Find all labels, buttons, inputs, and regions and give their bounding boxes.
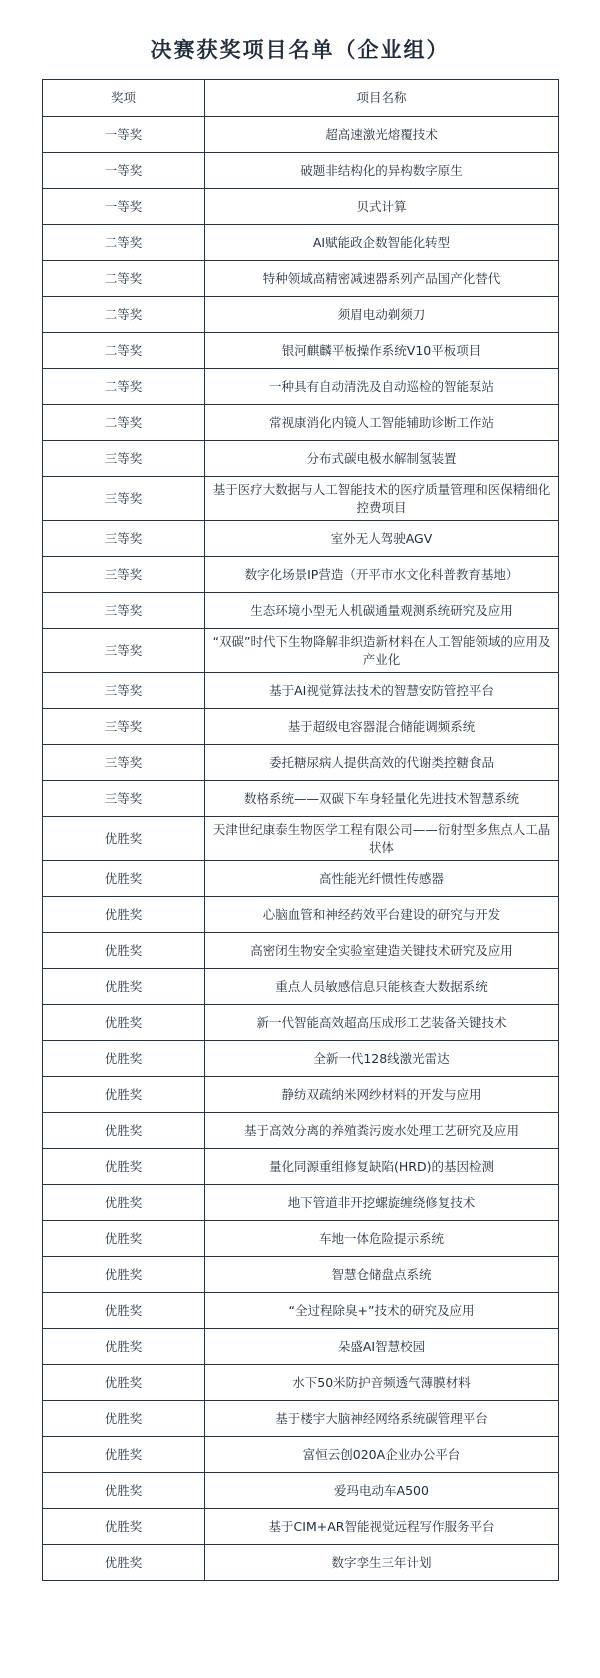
award-cell: 优胜奖 bbox=[43, 1005, 205, 1041]
award-cell: 三等奖 bbox=[43, 521, 205, 557]
project-cell: 一种具有自动清洗及自动巡检的智能泵站 bbox=[205, 369, 559, 405]
award-cell: 二等奖 bbox=[43, 261, 205, 297]
award-cell: 优胜奖 bbox=[43, 1041, 205, 1077]
project-cell: 地下管道非开挖螺旋缠绕修复技术 bbox=[205, 1185, 559, 1221]
project-cell: 数字孪生三年计划 bbox=[205, 1545, 559, 1581]
award-cell: 优胜奖 bbox=[43, 1257, 205, 1293]
table-header-row bbox=[43, 80, 559, 117]
table-row bbox=[43, 709, 559, 745]
page-title: 决赛获奖项目名单（企业组） bbox=[150, 38, 450, 62]
award-cell: 一等奖 bbox=[43, 153, 205, 189]
award-cell: 一等奖 bbox=[43, 189, 205, 225]
award-cell: 三等奖 bbox=[43, 709, 205, 745]
header-project: 项目名称 bbox=[205, 80, 559, 117]
project-cell: 基于医疗大数据与人工智能技术的医疗质量管理和医保精细化控费项目 bbox=[205, 477, 559, 521]
table-row bbox=[43, 861, 559, 897]
project-cell: 基于AI视觉算法技术的智慧安防管控平台 bbox=[205, 673, 559, 709]
award-cell: 优胜奖 bbox=[43, 1149, 205, 1185]
award-cell: 优胜奖 bbox=[43, 897, 205, 933]
table-row bbox=[43, 1437, 559, 1473]
table-row bbox=[43, 333, 559, 369]
award-cell: 优胜奖 bbox=[43, 933, 205, 969]
award-cell: 优胜奖 bbox=[43, 1437, 205, 1473]
table-row bbox=[43, 1185, 559, 1221]
table-row bbox=[43, 1545, 559, 1581]
table-row bbox=[43, 153, 559, 189]
table-row bbox=[43, 1329, 559, 1365]
award-cell: 二等奖 bbox=[43, 369, 205, 405]
table-row bbox=[43, 673, 559, 709]
table-row bbox=[43, 117, 559, 153]
award-cell: 三等奖 bbox=[43, 477, 205, 521]
project-cell: 数字化场景IP营造（开平市水文化科普教育基地） bbox=[205, 557, 559, 593]
award-cell: 优胜奖 bbox=[43, 1293, 205, 1329]
project-cell: 超高速激光熔覆技术 bbox=[205, 117, 559, 153]
project-cell: 室外无人驾驶AGV bbox=[205, 521, 559, 557]
project-cell: 重点人员敏感信息只能核查大数据系统 bbox=[205, 969, 559, 1005]
project-cell: 常视康消化内镜人工智能辅助诊断工作站 bbox=[205, 405, 559, 441]
table-row bbox=[43, 261, 559, 297]
award-cell: 优胜奖 bbox=[43, 861, 205, 897]
award-cell: 优胜奖 bbox=[43, 1185, 205, 1221]
table-row bbox=[43, 1005, 559, 1041]
table-row bbox=[43, 441, 559, 477]
table-row bbox=[43, 593, 559, 629]
award-cell: 二等奖 bbox=[43, 333, 205, 369]
award-cell: 优胜奖 bbox=[43, 817, 205, 861]
table-row bbox=[43, 1509, 559, 1545]
table-row bbox=[43, 1401, 559, 1437]
award-cell: 三等奖 bbox=[43, 593, 205, 629]
project-cell: “全过程除臭+”技术的研究及应用 bbox=[205, 1293, 559, 1329]
award-cell: 三等奖 bbox=[43, 441, 205, 477]
table-row bbox=[43, 1077, 559, 1113]
award-cell: 优胜奖 bbox=[43, 1401, 205, 1437]
project-cell: AI赋能政企数智能化转型 bbox=[205, 225, 559, 261]
table-row bbox=[43, 781, 559, 817]
project-cell: 心脑血管和神经药效平台建设的研究与开发 bbox=[205, 897, 559, 933]
table-row bbox=[43, 1041, 559, 1077]
project-cell: 须眉电动剃须刀 bbox=[205, 297, 559, 333]
table-body bbox=[43, 117, 559, 1581]
project-cell: 基于楼宇大脑神经网络系统碳管理平台 bbox=[205, 1401, 559, 1437]
table-row bbox=[43, 189, 559, 225]
table-row bbox=[43, 969, 559, 1005]
project-cell: 基于超级电容器混合储能调频系统 bbox=[205, 709, 559, 745]
award-cell: 三等奖 bbox=[43, 557, 205, 593]
table-row bbox=[43, 477, 559, 521]
project-cell: 富恒云创020A企业办公平台 bbox=[205, 1437, 559, 1473]
award-cell: 优胜奖 bbox=[43, 1365, 205, 1401]
table-row bbox=[43, 629, 559, 673]
project-cell: 量化同源重组修复缺陷(HRD)的基因检测 bbox=[205, 1149, 559, 1185]
project-cell: 数格系统——双碳下车身轻量化先进技术智慧系统 bbox=[205, 781, 559, 817]
project-cell: 新一代智能高效超高压成形工艺装备关键技术 bbox=[205, 1005, 559, 1041]
project-cell: 贝式计算 bbox=[205, 189, 559, 225]
table-row bbox=[43, 1221, 559, 1257]
awards-table bbox=[42, 79, 559, 1581]
table-row bbox=[43, 933, 559, 969]
table-row bbox=[43, 557, 559, 593]
award-cell: 优胜奖 bbox=[43, 1329, 205, 1365]
project-cell: 智慧仓储盘点系统 bbox=[205, 1257, 559, 1293]
award-cell: 三等奖 bbox=[43, 673, 205, 709]
project-cell: 特种领域高精密减速器系列产品国产化替代 bbox=[205, 261, 559, 297]
award-cell: 优胜奖 bbox=[43, 1221, 205, 1257]
award-cell: 优胜奖 bbox=[43, 1113, 205, 1149]
table-row bbox=[43, 297, 559, 333]
project-cell: 高密闭生物安全实验室建造关键技术研究及应用 bbox=[205, 933, 559, 969]
project-cell: 天津世纪康泰生物医学工程有限公司——衍射型多焦点人工晶状体 bbox=[205, 817, 559, 861]
award-cell: 二等奖 bbox=[43, 297, 205, 333]
header-award: 奖项 bbox=[43, 80, 205, 117]
award-cell: 优胜奖 bbox=[43, 1077, 205, 1113]
table-row bbox=[43, 369, 559, 405]
table-row bbox=[43, 1365, 559, 1401]
award-cell: 三等奖 bbox=[43, 745, 205, 781]
award-cell: 三等奖 bbox=[43, 781, 205, 817]
project-cell: 生态环境小型无人机碳通量观测系统研究及应用 bbox=[205, 593, 559, 629]
award-cell: 一等奖 bbox=[43, 117, 205, 153]
project-cell: 高性能光纤惯性传感器 bbox=[205, 861, 559, 897]
project-cell: 爱玛电动车A500 bbox=[205, 1473, 559, 1509]
table-row bbox=[43, 225, 559, 261]
award-cell: 二等奖 bbox=[43, 405, 205, 441]
project-cell: 基于CIM+AR智能视觉远程写作服务平台 bbox=[205, 1509, 559, 1545]
table-row bbox=[43, 1257, 559, 1293]
project-cell: “双碳”时代下生物降解非织造新材料在人工智能领域的应用及产业化 bbox=[205, 629, 559, 673]
award-cell: 优胜奖 bbox=[43, 1473, 205, 1509]
award-cell: 优胜奖 bbox=[43, 969, 205, 1005]
table-row bbox=[43, 521, 559, 557]
award-cell: 优胜奖 bbox=[43, 1545, 205, 1581]
project-cell: 全新一代128线激光雷达 bbox=[205, 1041, 559, 1077]
project-cell: 分布式碳电极水解制氢装置 bbox=[205, 441, 559, 477]
project-cell: 委托糖尿病人提供高效的代谢类控糖食品 bbox=[205, 745, 559, 781]
project-cell: 银河麒麟平板操作系统V10平板项目 bbox=[205, 333, 559, 369]
table-row bbox=[43, 1113, 559, 1149]
table-row bbox=[43, 897, 559, 933]
project-cell: 朵盛AI智慧校园 bbox=[205, 1329, 559, 1365]
project-cell: 水下50米防护音频透气薄膜材料 bbox=[205, 1365, 559, 1401]
table-row bbox=[43, 745, 559, 781]
project-cell: 车地一体危险提示系统 bbox=[205, 1221, 559, 1257]
table-row bbox=[43, 817, 559, 861]
table-row bbox=[43, 1149, 559, 1185]
project-cell: 破题非结构化的异构数字原生 bbox=[205, 153, 559, 189]
table-row bbox=[43, 1473, 559, 1509]
table-row bbox=[43, 1293, 559, 1329]
project-cell: 静纺双疏纳米网纱材料的开发与应用 bbox=[205, 1077, 559, 1113]
award-cell: 二等奖 bbox=[43, 225, 205, 261]
table-row bbox=[43, 405, 559, 441]
award-cell: 三等奖 bbox=[43, 629, 205, 673]
award-cell: 优胜奖 bbox=[43, 1509, 205, 1545]
project-cell: 基于高效分离的养殖粪污废水处理工艺研究及应用 bbox=[205, 1113, 559, 1149]
